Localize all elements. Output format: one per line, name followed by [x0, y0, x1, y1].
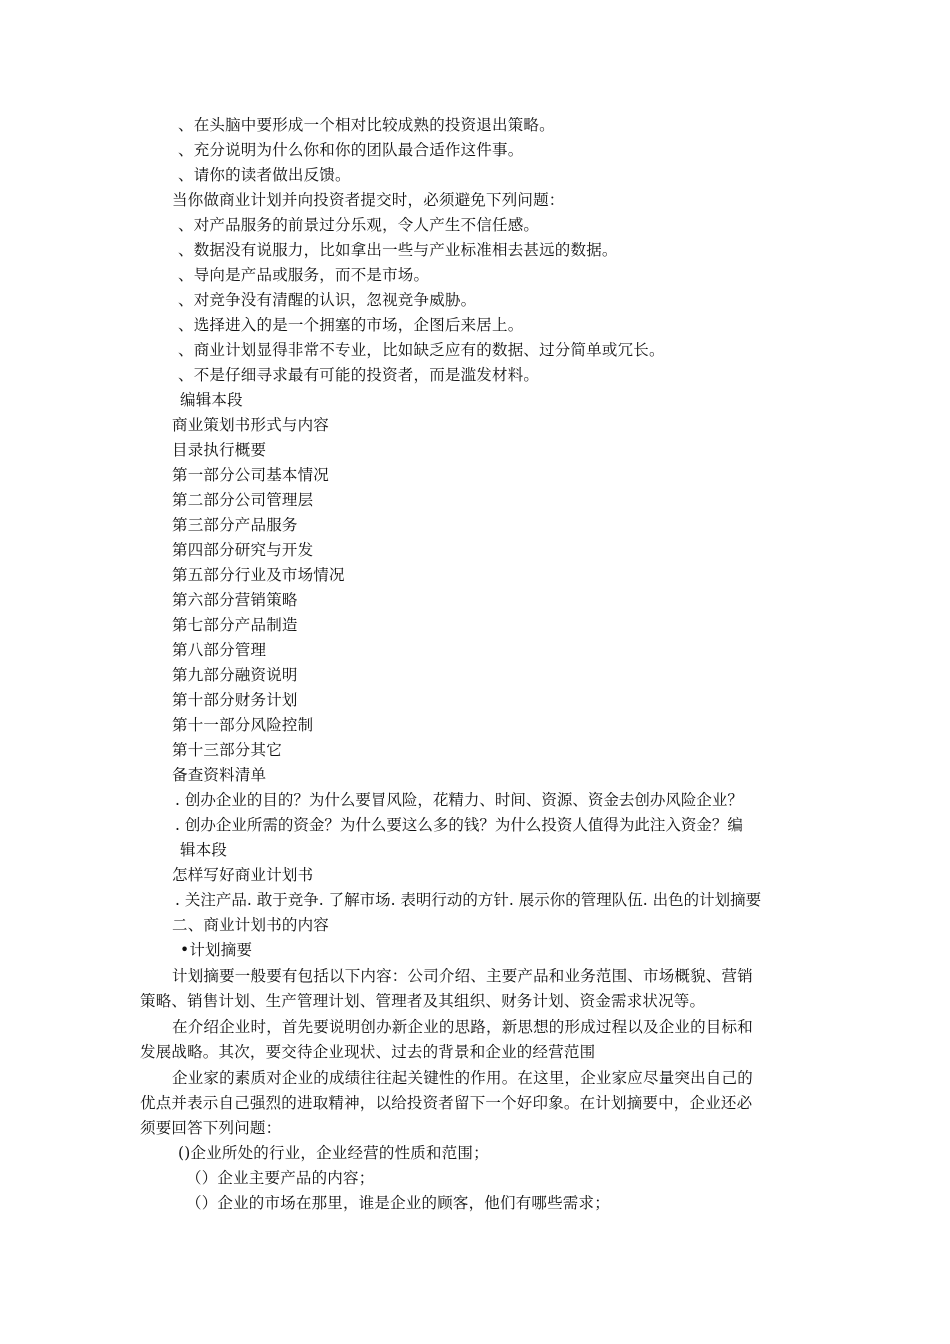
- section-title: 二、商业计划书的内容: [172, 916, 330, 934]
- paragraph-line: 策略、销售计划、生产管理计划、管理者及其组织、财务计划、资金需求状况等。: [140, 992, 706, 1010]
- toc-item: 第一部分公司基本情况: [172, 466, 330, 484]
- toc-item: 第八部分管理: [172, 641, 267, 659]
- edit-section-label: 编辑本段: [180, 391, 243, 409]
- toc-item: 第九部分融资说明: [172, 666, 298, 684]
- avoid-item: 、商业计划显得非常不专业，比如缺乏应有的数据、过分简单或冗长。: [178, 341, 665, 359]
- avoid-item: 、对竞争没有清醒的认识，忽视竞争威胁。: [178, 291, 477, 309]
- toc-item: 第四部分研究与开发: [172, 541, 314, 559]
- paragraph-line: 在介绍企业时，首先要说明创办新企业的思路，新思想的形成过程以及企业的目标和: [172, 1018, 753, 1036]
- paragraph-line: 发展战略。其次，要交待企业现状、过去的背景和企业的经营范围: [140, 1043, 596, 1061]
- bullet-heading: •计划摘要: [180, 941, 253, 959]
- toc-item: 第二部分公司管理层: [172, 491, 314, 509]
- toc-item: 第十一部分风险控制: [172, 716, 314, 734]
- tip-line: 、充分说明为什么你和你的团队最合适作这件事。: [178, 141, 524, 159]
- avoid-item: 、数据没有说服力，比如拿出一些与产业标准相去甚远的数据。: [178, 241, 618, 259]
- question-line: . 创办企业的目的？为什么要冒风险，花精力、时间、资源、资金去创办风险企业？: [175, 791, 743, 809]
- paragraph-line: 企业家的素质对企业的成绩往往起关键性的作用。在这里，企业家应尽量突出自己的: [172, 1069, 753, 1087]
- tip-line: 、请你的读者做出反馈。: [178, 166, 351, 184]
- summary-question: （）企业主要产品的内容；: [186, 1169, 375, 1187]
- avoid-intro: 当你做商业计划并向投资者提交时，必须避免下列问题：: [172, 191, 565, 209]
- toc-item: 第五部分行业及市场情况: [172, 566, 345, 584]
- howto-points: . 关注产品. 敢于竞争. 了解市场. 表明行动的方针. 展示你的管理队伍. 出色的计划摘要: [175, 891, 762, 909]
- paragraph-line: 计划摘要一般要有包括以下内容：公司介绍、主要产品和业务范围、市场概貌、营销: [172, 967, 753, 985]
- summary-question: （）企业的市场在那里，谁是企业的顾客，他们有哪些需求；: [186, 1194, 610, 1212]
- edit-section-label: 辑本段: [180, 841, 228, 859]
- paragraph-line: 须要回答下列问题：: [140, 1119, 282, 1137]
- avoid-item: 、对产品服务的前景过分乐观，令人产生不信任感。: [178, 216, 540, 234]
- toc-item: 第六部分营销策略: [172, 591, 298, 609]
- toc-item: 第七部分产品制造: [172, 616, 298, 634]
- question-line: . 创办企业所需的资金？为什么要这么多的钱？为什么投资人值得为此注入资金？编: [175, 816, 743, 834]
- toc-item: 第三部分产品服务: [172, 516, 298, 534]
- section-title: 商业策划书形式与内容: [172, 416, 330, 434]
- summary-question: ()企业所处的行业，企业经营的性质和范围；: [178, 1144, 489, 1162]
- toc-item: 第十部分财务计划: [172, 691, 298, 709]
- avoid-item: 、不是仔细寻求最有可能的投资者，而是滥发材料。: [178, 366, 540, 384]
- toc-item: 目录执行概要: [172, 441, 267, 459]
- paragraph-line: 优点并表示自己强烈的进取精神，以给投资者留下一个好印象。在计划摘要中，企业还必: [140, 1094, 753, 1112]
- section-title: 怎样写好商业计划书: [172, 866, 314, 884]
- tip-line: 、在头脑中要形成一个相对比较成熟的投资退出策略。: [178, 116, 555, 134]
- toc-item: 第十三部分其它: [172, 741, 282, 759]
- avoid-item: 、选择进入的是一个拥塞的市场，企图后来居上。: [178, 316, 524, 334]
- avoid-item: 、导向是产品或服务，而不是市场。: [178, 266, 430, 284]
- toc-item: 备查资料清单: [172, 766, 267, 784]
